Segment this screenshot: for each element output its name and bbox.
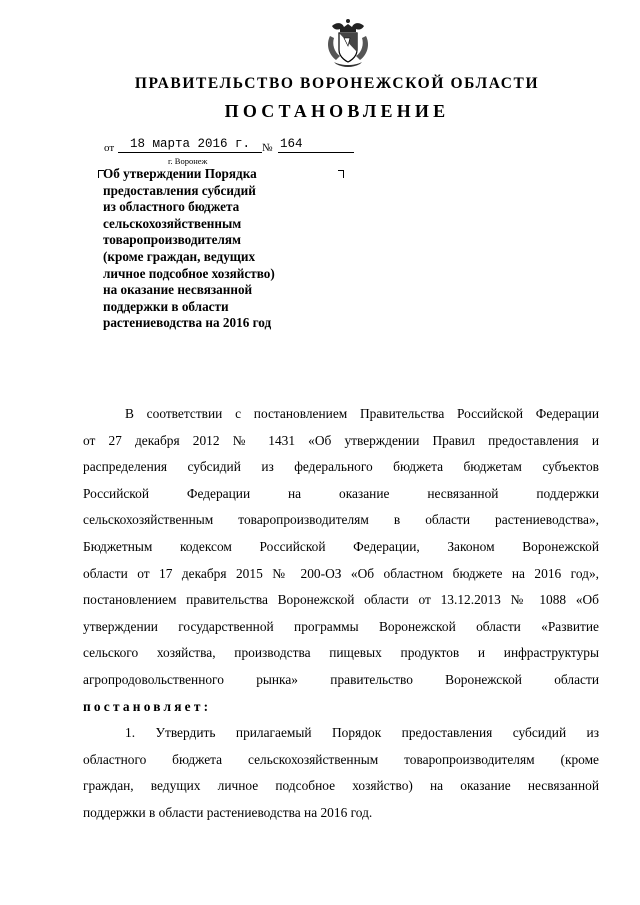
subject-line: личное подсобное хозяйство) bbox=[103, 265, 275, 281]
subject-line: на оказание несвязанной bbox=[103, 282, 253, 298]
body-line: В соответствии с постановлением Правительства Российской Федерации bbox=[125, 406, 599, 421]
coat-of-arms-emblem bbox=[322, 18, 374, 68]
subject-line: Об утверждении Порядка bbox=[103, 166, 257, 181]
decree-date: 18 марта 2016 г. bbox=[118, 137, 262, 153]
body-line-decrees: постановляет: bbox=[83, 698, 212, 714]
body-line: области от 17 декабря 2015 № 200-ОЗ «Об областном бюджете на 2016 год», bbox=[83, 565, 599, 581]
body-line: от 27 декабря 2012 № 1431 «Об утверждении Правил предоставления и bbox=[83, 432, 599, 448]
body-line: сельского хозяйства, производства пищевых продуктов и инфраструктуры bbox=[83, 645, 599, 661]
decree-number: 164 bbox=[278, 137, 354, 153]
subject-line: (кроме граждан, ведущих bbox=[103, 248, 256, 264]
number-label: № bbox=[262, 142, 273, 154]
body-line: постановлением правительства Воронежской области от 13.12.2013 № 1088 «Об bbox=[83, 592, 599, 608]
body-line: Российской Федерации на оказание несвязанной поддержки bbox=[83, 485, 599, 501]
decree-body bbox=[83, 401, 599, 827]
city-label: г. Воронеж bbox=[168, 156, 208, 166]
body-line: областного бюджета сельскохозяйственным товаропроизводителям (кроме bbox=[83, 751, 599, 767]
subject-line: товаропроизводителям bbox=[103, 232, 241, 248]
body-line: 1. Утвердить прилагаемый Порядок предоставления субсидий из bbox=[125, 725, 599, 741]
subject-line: сельскохозяйственным bbox=[103, 215, 242, 231]
body-line: Бюджетным кодексом Российской Федерации, Законом Воронежской bbox=[83, 538, 599, 554]
government-title: ПРАВИТЕЛЬСТВО ВОРОНЕЖСКОЙ ОБЛАСТИ bbox=[134, 75, 540, 92]
body-line: граждан, ведущих личное подсобное хозяйство) на оказание несвязанной bbox=[83, 778, 599, 794]
decree-subject bbox=[103, 166, 343, 332]
coat-of-arms-icon bbox=[322, 18, 374, 68]
subject-line: из областного бюджета bbox=[103, 199, 240, 215]
subject-line: предоставления субсидий bbox=[103, 182, 256, 198]
body-line: утверждении государственной программы Воронежской области «Развитие bbox=[83, 618, 599, 634]
subject-line: поддержки в области bbox=[103, 298, 229, 314]
date-from-label: от bbox=[104, 142, 115, 154]
decree-title: ПОСТАНОВЛЕНИЕ bbox=[224, 101, 450, 121]
decree-date-row bbox=[104, 137, 364, 157]
body-line: сельскохозяйственным товаропроизводителям в области растениеводства», bbox=[83, 512, 599, 528]
body-line: агропродовольственного рынка» правительство Воронежской области bbox=[83, 671, 599, 687]
body-line: распределения субсидий из федерального бюджета бюджетам субъектов bbox=[83, 459, 599, 475]
subject-line: растениеводства на 2016 год bbox=[103, 315, 272, 331]
body-line: поддержки в области растениеводства на 2016 год. bbox=[83, 804, 373, 820]
